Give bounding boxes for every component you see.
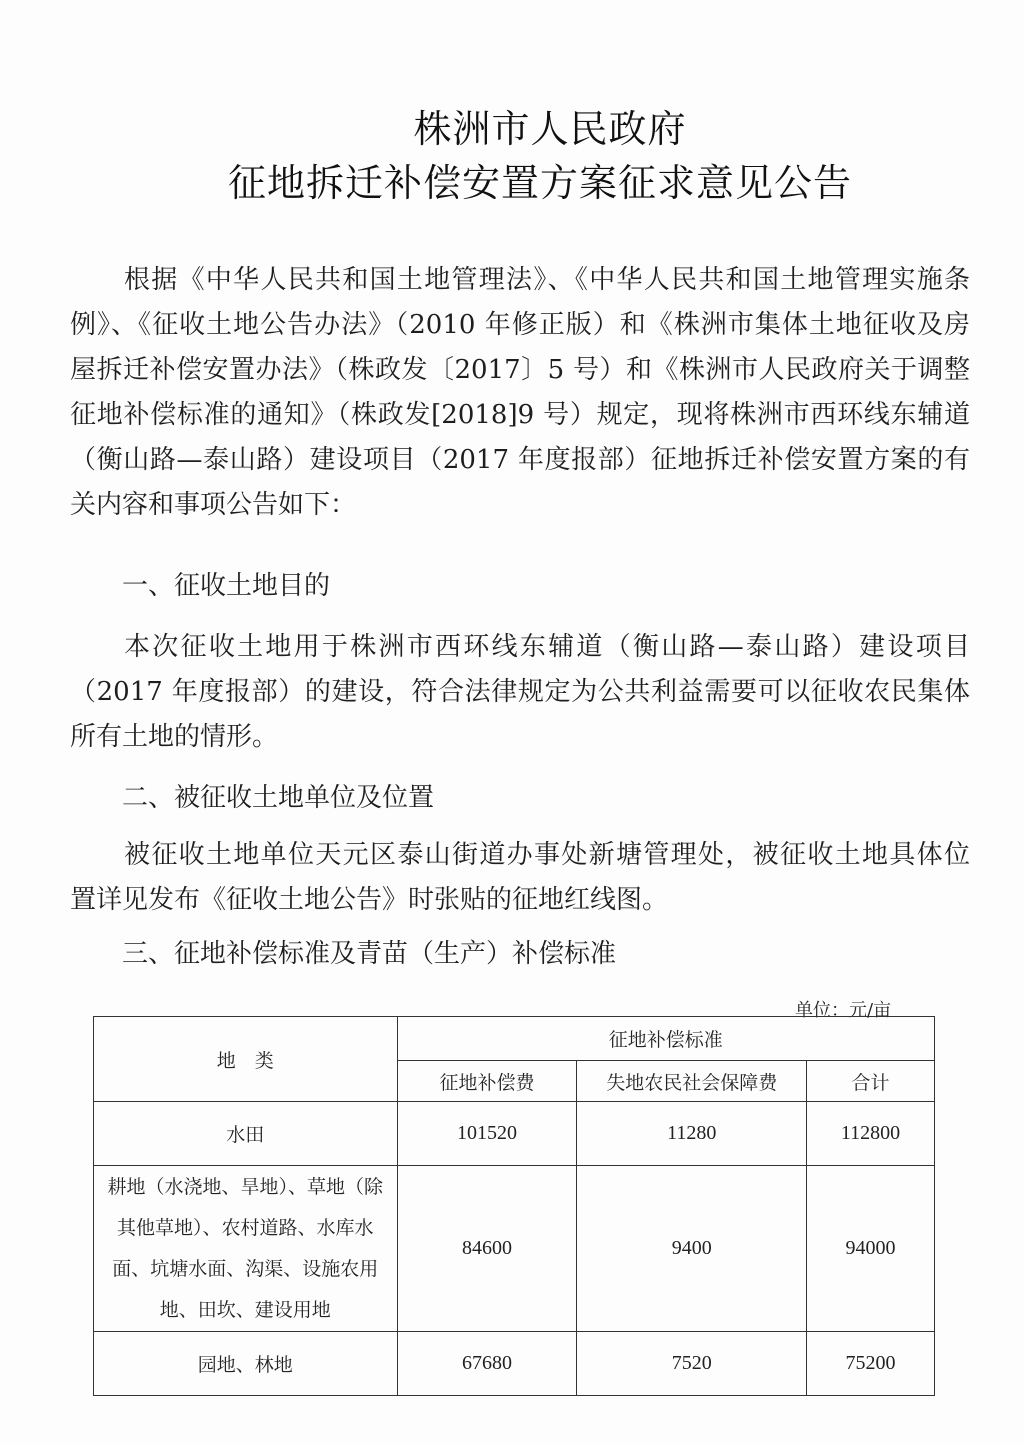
compensation-fee-cell: 84600	[397, 1166, 577, 1332]
section-1-line: 所有土地的情形。	[70, 722, 279, 752]
section-2-paragraph	[70, 833, 970, 923]
section-2-line: 置详见发布《征收土地公告》时张贴的征地红线图。	[70, 885, 669, 915]
table-row	[94, 1332, 935, 1396]
compensation-fee-cell: 101520	[397, 1102, 577, 1166]
compensation-table	[93, 1016, 935, 1396]
section-1-line: 本次征收土地用于株洲市西环线东辅道（衡山路—泰山路）建设项目	[124, 632, 970, 662]
social-security-cell: 9400	[577, 1166, 807, 1332]
section-2-line: 被征收土地单位天元区泰山街道办事处新塘管理处，被征收土地具体位	[124, 840, 970, 870]
land-type-cell: 水田	[94, 1102, 398, 1166]
table-unit-label: 单位：元/亩	[795, 1000, 892, 1021]
intro-line: 屋拆迁补偿安置办法》（株政发〔2017〕5 号）和《株洲市人民政府关于调整	[70, 355, 970, 385]
total-cell: 75200	[807, 1332, 935, 1396]
header-compensation-standard: 征地补偿标准	[397, 1017, 934, 1061]
social-security-cell: 7520	[577, 1332, 807, 1396]
section-2-heading: 二、被征收土地单位及位置	[122, 783, 435, 813]
intro-paragraph	[70, 258, 970, 528]
total-cell: 112800	[807, 1102, 935, 1166]
table-header-row	[94, 1017, 935, 1061]
table-row	[94, 1166, 935, 1332]
land-type-line: 地、田坎、建设用地	[159, 1298, 331, 1321]
intro-line: （衡山路—泰山路）建设项目（2017 年度报部）征地拆迁补偿安置方案的有	[70, 445, 970, 475]
social-security-cell: 11280	[577, 1102, 807, 1166]
header-total: 合计	[807, 1061, 935, 1102]
header-social-security-fee: 失地农民社会保障费	[577, 1061, 807, 1102]
total-cell: 94000	[807, 1166, 935, 1332]
land-type-line: 其他草地）、农村道路、水库水	[117, 1216, 374, 1239]
document-title-line-1: 株洲市人民政府	[413, 107, 687, 151]
intro-line: 关内容和事项公告如下：	[70, 490, 357, 520]
intro-line: 例》、《征收土地公告办法》（2010 年修正版）和《株洲市集体土地征收及房	[70, 310, 970, 340]
intro-line: 根据《中华人民共和国土地管理法》、《中华人民共和国土地管理实施条	[124, 265, 970, 295]
section-1-paragraph	[70, 625, 970, 760]
document-title-line-2: 征地拆迁补偿安置方案征求意见公告	[227, 161, 852, 205]
section-1-heading: 一、征收土地目的	[122, 571, 331, 601]
table-row	[94, 1102, 935, 1166]
land-type-cell	[94, 1166, 398, 1332]
header-compensation-fee: 征地补偿费	[397, 1061, 577, 1102]
header-land-type: 地 类	[94, 1017, 398, 1102]
intro-line: 征地补偿标准的通知》（株政发[2018]9 号）规定，现将株洲市西环线东辅道	[70, 400, 970, 430]
section-3-heading: 三、征地补偿标准及青苗（生产）补偿标准	[122, 939, 617, 969]
compensation-fee-cell: 67680	[397, 1332, 577, 1396]
land-type-line: 耕地（水浇地、旱地）、草地（除	[107, 1175, 384, 1198]
land-type-line: 面、坑塘水面、沟渠、设施农用	[112, 1257, 379, 1280]
section-1-line: （2017 年度报部）的建设，符合法律规定为公共利益需要可以征收农民集体	[70, 677, 970, 707]
land-type-cell: 园地、林地	[94, 1332, 398, 1396]
